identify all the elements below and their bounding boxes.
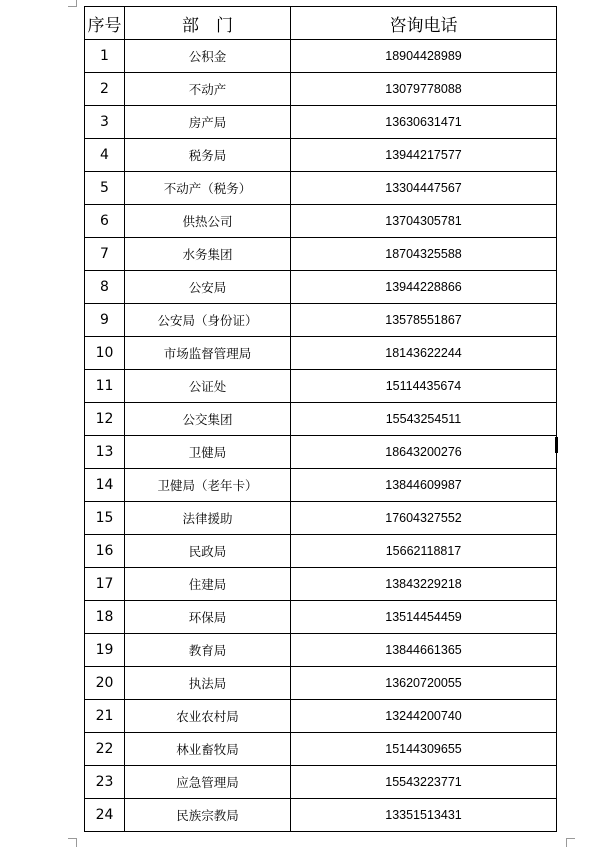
- header-phone: 咨询电话: [291, 7, 557, 40]
- department-cell: 民政局: [125, 535, 291, 568]
- row-number-cell: 24: [85, 799, 125, 832]
- row-number-cell: 7: [85, 238, 125, 271]
- department-cell: 卫健局: [125, 436, 291, 469]
- phone-cell: 13244200740: [291, 700, 557, 733]
- margin-corner-mark: [566, 838, 575, 847]
- row-number-cell: 6: [85, 205, 125, 238]
- table-row: [85, 205, 557, 238]
- row-number-cell: 17: [85, 568, 125, 601]
- phone-cell: 15662118817: [291, 535, 557, 568]
- department-cell: 应急管理局: [125, 766, 291, 799]
- row-number-cell: 8: [85, 271, 125, 304]
- department-cell: 环保局: [125, 601, 291, 634]
- phone-cell: 13944217577: [291, 139, 557, 172]
- department-cell: 不动产（税务）: [125, 172, 291, 205]
- row-number-cell: 9: [85, 304, 125, 337]
- margin-corner-mark: [68, 0, 77, 7]
- table-row: [85, 700, 557, 733]
- department-cell: 执法局: [125, 667, 291, 700]
- phone-cell: 18904428989: [291, 40, 557, 73]
- table-row: [85, 304, 557, 337]
- department-cell: 水务集团: [125, 238, 291, 271]
- table-row: [85, 403, 557, 436]
- department-cell: 供热公司: [125, 205, 291, 238]
- department-cell: 农业农村局: [125, 700, 291, 733]
- phone-cell: 13704305781: [291, 205, 557, 238]
- row-number-cell: 12: [85, 403, 125, 436]
- phone-cell: 13630631471: [291, 106, 557, 139]
- row-number-cell: 22: [85, 733, 125, 766]
- department-cell: 教育局: [125, 634, 291, 667]
- table-row: [85, 766, 557, 799]
- phone-cell: 13844609987: [291, 469, 557, 502]
- row-number-cell: 21: [85, 700, 125, 733]
- table-row: [85, 634, 557, 667]
- text-cursor-marker: [555, 437, 558, 453]
- phone-cell: 15144309655: [291, 733, 557, 766]
- table-row: [85, 568, 557, 601]
- table-row: [85, 799, 557, 832]
- phone-cell: 15543254511: [291, 403, 557, 436]
- row-number-cell: 13: [85, 436, 125, 469]
- department-cell: 公积金: [125, 40, 291, 73]
- table-row: [85, 733, 557, 766]
- row-number-cell: 16: [85, 535, 125, 568]
- table-row: [85, 106, 557, 139]
- phone-cell: 13351513431: [291, 799, 557, 832]
- margin-corner-mark: [68, 838, 77, 847]
- row-number-cell: 4: [85, 139, 125, 172]
- table-row: [85, 601, 557, 634]
- row-number-cell: 23: [85, 766, 125, 799]
- phone-cell: 17604327552: [291, 502, 557, 535]
- table-row: [85, 370, 557, 403]
- department-cell: 房产局: [125, 106, 291, 139]
- phone-cell: 18704325588: [291, 238, 557, 271]
- department-cell: 公安局: [125, 271, 291, 304]
- department-cell: 公证处: [125, 370, 291, 403]
- department-phone-table: [84, 6, 557, 832]
- table-row: [85, 469, 557, 502]
- header-number: 序号: [85, 7, 125, 40]
- row-number-cell: 15: [85, 502, 125, 535]
- row-number-cell: 11: [85, 370, 125, 403]
- department-cell: 税务局: [125, 139, 291, 172]
- department-cell: 法律援助: [125, 502, 291, 535]
- table-row: [85, 667, 557, 700]
- phone-cell: 13304447567: [291, 172, 557, 205]
- header-department: 部 门: [125, 7, 291, 40]
- phone-cell: 13578551867: [291, 304, 557, 337]
- phone-cell: 13944228866: [291, 271, 557, 304]
- department-cell: 不动产: [125, 73, 291, 106]
- phone-cell: 15543223771: [291, 766, 557, 799]
- department-cell: 住建局: [125, 568, 291, 601]
- table-row: [85, 238, 557, 271]
- phone-cell: 13844661365: [291, 634, 557, 667]
- row-number-cell: 1: [85, 40, 125, 73]
- phone-cell: 13620720055: [291, 667, 557, 700]
- department-cell: 林业畜牧局: [125, 733, 291, 766]
- table-row: [85, 139, 557, 172]
- department-cell: 公安局（身份证）: [125, 304, 291, 337]
- row-number-cell: 18: [85, 601, 125, 634]
- row-number-cell: 3: [85, 106, 125, 139]
- table-row: [85, 40, 557, 73]
- row-number-cell: 10: [85, 337, 125, 370]
- department-cell: 民族宗教局: [125, 799, 291, 832]
- table-row: [85, 535, 557, 568]
- table-body: [85, 40, 557, 832]
- row-number-cell: 20: [85, 667, 125, 700]
- department-cell: 公交集团: [125, 403, 291, 436]
- table-row: [85, 502, 557, 535]
- table-row: [85, 436, 557, 469]
- row-number-cell: 19: [85, 634, 125, 667]
- row-number-cell: 5: [85, 172, 125, 205]
- phone-cell: 15114435674: [291, 370, 557, 403]
- table-row: [85, 271, 557, 304]
- table-header-row: [85, 7, 557, 40]
- phone-cell: 18643200276: [291, 436, 557, 469]
- table-row: [85, 73, 557, 106]
- department-cell: 卫健局（老年卡）: [125, 469, 291, 502]
- department-cell: 市场监督管理局: [125, 337, 291, 370]
- phone-cell: 13079778088: [291, 73, 557, 106]
- row-number-cell: 2: [85, 73, 125, 106]
- phone-cell: 18143622244: [291, 337, 557, 370]
- phone-cell: 13514454459: [291, 601, 557, 634]
- phone-cell: 13843229218: [291, 568, 557, 601]
- table-row: [85, 172, 557, 205]
- table-row: [85, 337, 557, 370]
- row-number-cell: 14: [85, 469, 125, 502]
